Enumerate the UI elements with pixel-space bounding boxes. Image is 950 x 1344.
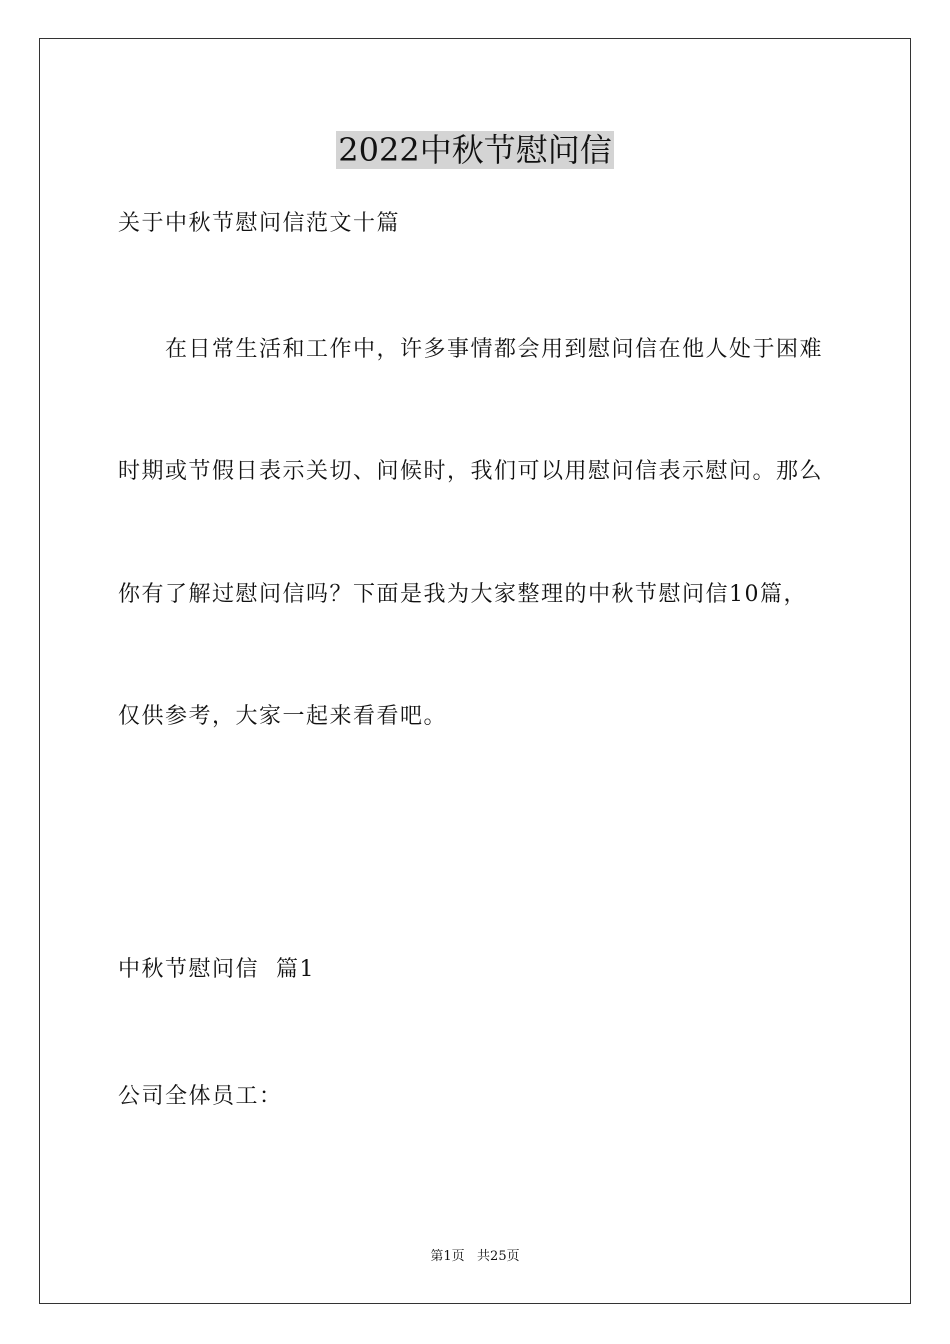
document-title: [0, 128, 950, 172]
subtitle: 关于中秋节慰问信范文十篇: [118, 211, 401, 236]
intro-line-3: 你有了解过慰问信吗？下面是我为大家整理的中秋节慰问信10篇，: [118, 582, 807, 607]
intro-line-4: 仅供参考，大家一起来看看吧。: [118, 704, 448, 729]
salutation: 公司全体员工：: [118, 1084, 283, 1109]
intro-line-2: 时期或节假日表示关切、问候时，我们可以用慰问信表示慰问。那么: [118, 459, 824, 484]
section-heading: 中秋节慰问信 篇1: [118, 957, 315, 982]
intro-line-1: 在日常生活和工作中，许多事情都会用到慰问信在他人处于困难: [165, 337, 824, 362]
title-text: 2022中秋节慰问信: [338, 131, 612, 169]
page-number-footer: 第1页 共25页: [430, 1249, 520, 1264]
